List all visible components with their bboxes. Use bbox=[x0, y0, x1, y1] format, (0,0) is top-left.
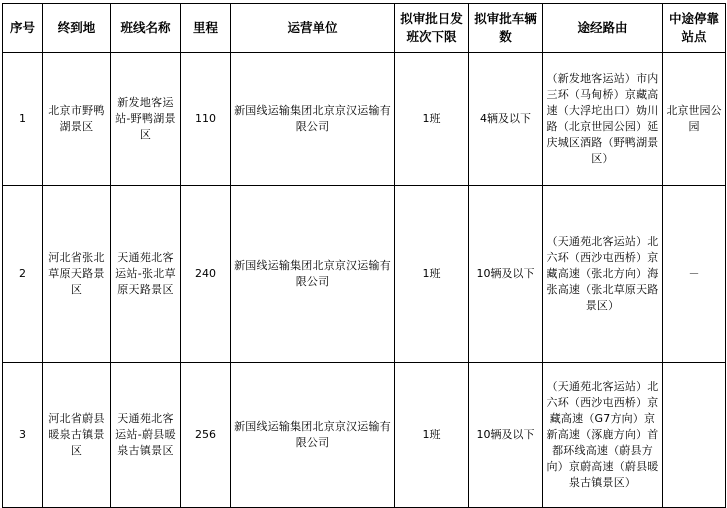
column-header-frequency: 拟审批日发班次下限 bbox=[395, 4, 469, 53]
bus-route-approval-table bbox=[2, 3, 726, 508]
column-header-stop: 中途停靠站点 bbox=[663, 4, 726, 53]
table-row bbox=[3, 53, 726, 186]
document-sheet bbox=[0, 3, 727, 495]
table-row bbox=[3, 186, 726, 363]
cell-destination: 北京市野鸭湖景区 bbox=[43, 53, 111, 186]
cell-operator: 新国线运输集团北京京汉运输有限公司 bbox=[231, 53, 395, 186]
column-header-vehicles: 拟审批车辆数 bbox=[469, 4, 543, 53]
cell-vehicles: 4辆及以下 bbox=[469, 53, 543, 186]
column-header-operator: 运营单位 bbox=[231, 4, 395, 53]
cell-frequency: 1班 bbox=[395, 186, 469, 363]
cell-stop: － bbox=[663, 186, 726, 363]
cell-stop: 北京世园公园 bbox=[663, 53, 726, 186]
cell-frequency: 1班 bbox=[395, 53, 469, 186]
cell-line-name: 新发地客运站-野鸭湖景区 bbox=[111, 53, 181, 186]
cell-stop bbox=[663, 363, 726, 508]
cell-vehicles: 10辆及以下 bbox=[469, 363, 543, 508]
cell-frequency: 1班 bbox=[395, 363, 469, 508]
cell-operator: 新国线运输集团北京京汉运输有限公司 bbox=[231, 186, 395, 363]
table-row bbox=[3, 363, 726, 508]
cell-vehicles: 10辆及以下 bbox=[469, 186, 543, 363]
cell-destination: 河北省蔚县暖泉古镇景区 bbox=[43, 363, 111, 508]
column-header-mileage: 里程 bbox=[181, 4, 231, 53]
column-header-destination: 终到地 bbox=[43, 4, 111, 53]
cell-seq: 1 bbox=[3, 53, 43, 186]
cell-destination: 河北省张北草原天路景区 bbox=[43, 186, 111, 363]
cell-mileage: 110 bbox=[181, 53, 231, 186]
cell-route: （天通苑北客运站）北六环（西沙屯西桥）京藏高速（张北方向）海张高速（张北草原天路景区） bbox=[543, 186, 663, 363]
table-header-row bbox=[3, 4, 726, 53]
cell-seq: 3 bbox=[3, 363, 43, 508]
cell-line-name: 天通苑北客运站-张北草原天路景区 bbox=[111, 186, 181, 363]
column-header-route: 途经路由 bbox=[543, 4, 663, 53]
column-header-seq: 序号 bbox=[3, 4, 43, 53]
cell-mileage: 256 bbox=[181, 363, 231, 508]
cell-route: （天通苑北客运站）北六环（西沙屯西桥）京藏高速（G7方向）京新高速（涿鹿方向）首都环线高速（蔚县方向）京蔚高速（蔚县暖泉古镇景区） bbox=[543, 363, 663, 508]
cell-line-name: 天通苑北客运站-蔚县暖泉古镇景区 bbox=[111, 363, 181, 508]
column-header-line-name: 班线名称 bbox=[111, 4, 181, 53]
cell-mileage: 240 bbox=[181, 186, 231, 363]
cell-seq: 2 bbox=[3, 186, 43, 363]
cell-operator: 新国线运输集团北京京汉运输有限公司 bbox=[231, 363, 395, 508]
cell-route: （新发地客运站）市内三环（马甸桥）京藏高速（大浮坨出口）妫川路（北京世园公园）延庆城区酒路（野鸭湖景区） bbox=[543, 53, 663, 186]
